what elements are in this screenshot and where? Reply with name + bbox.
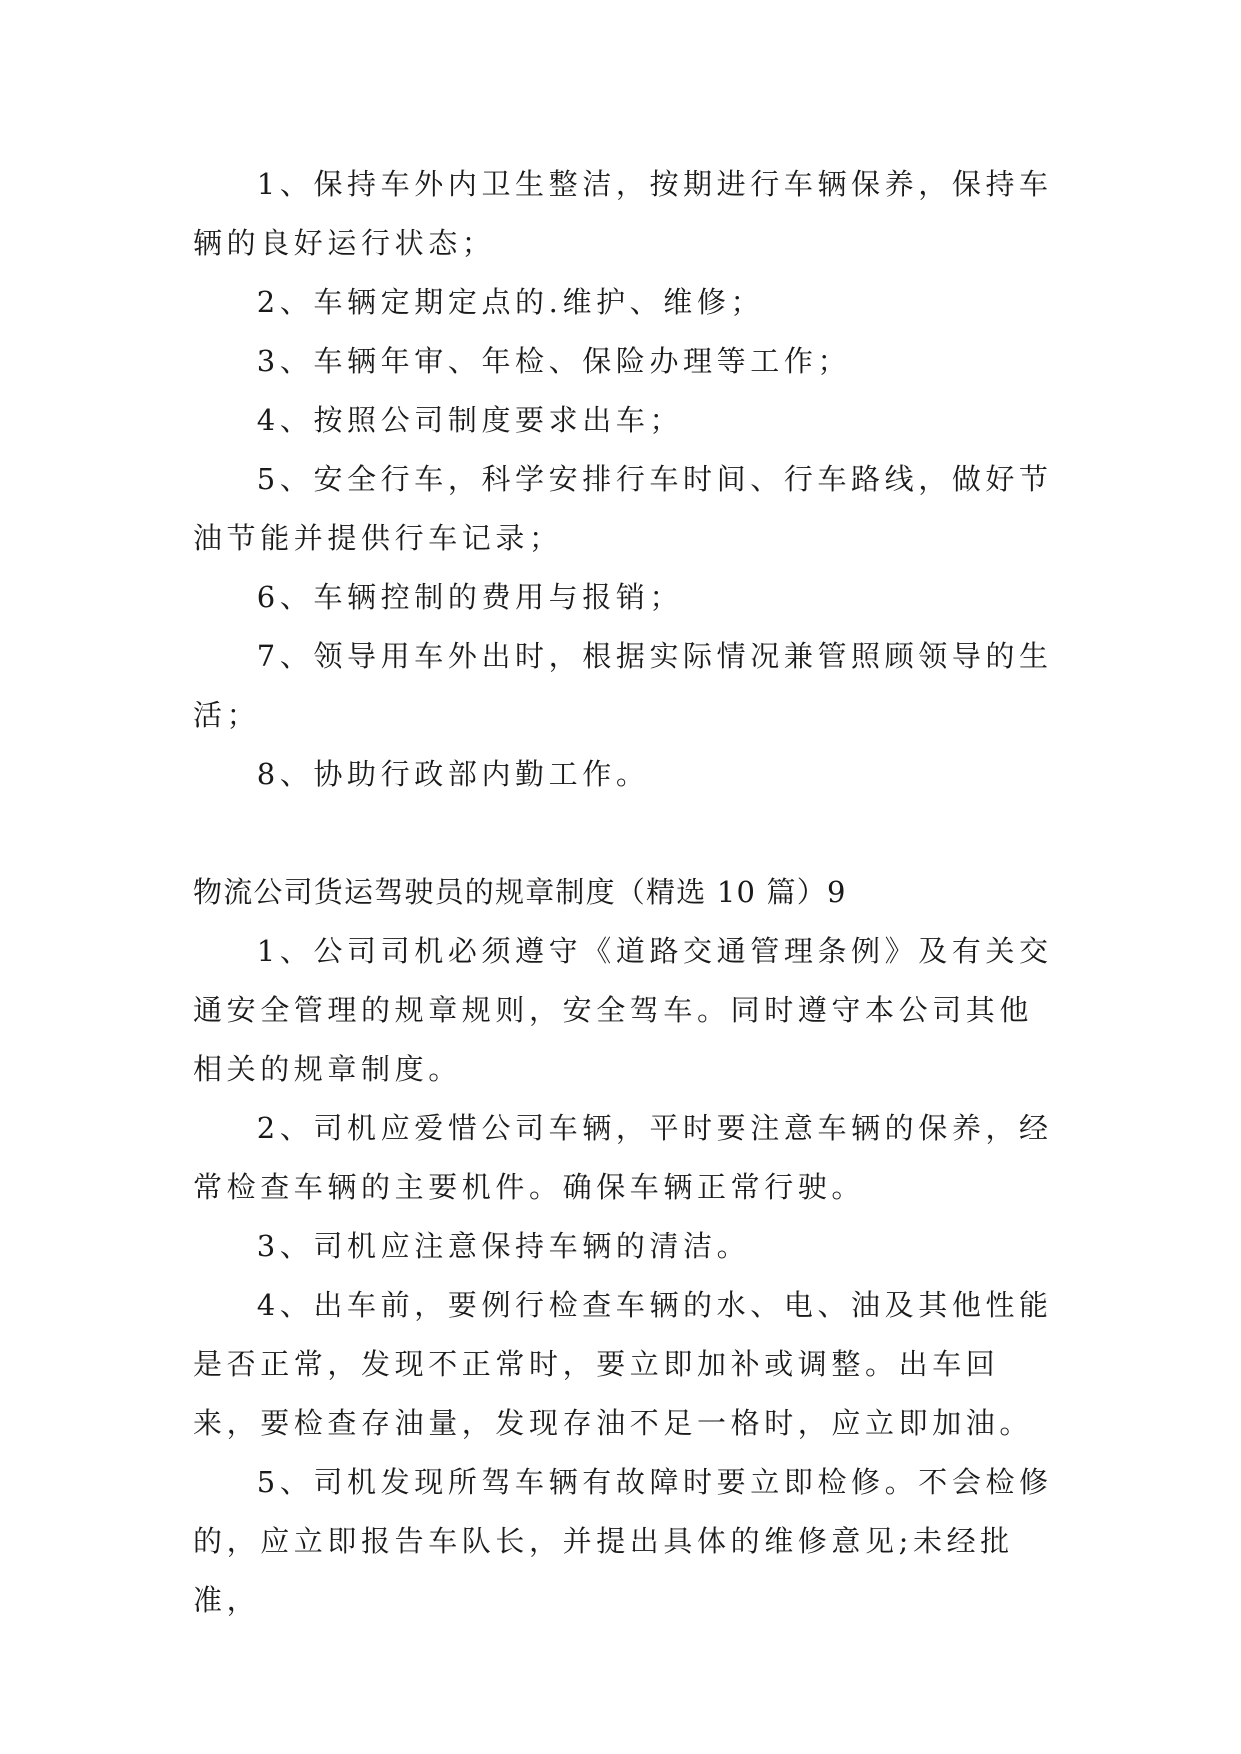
paragraph: 5、司机发现所驾车辆有故障时要立即检修。不会检修的，应立即报告车队长，并提出具体的维修意见;未经批准， [193,1465,1053,1617]
paragraph: 4、出车前，要例行检查车辆的水、电、油及其他性能是否正常，发现不正常时，要立即加补或调整。出车回来，要检查存油量，发现存油不足一格时，应立即加油。 [193,1288,1053,1440]
paragraph: 1、保持车外内卫生整洁，按期进行车辆保养，保持车辆的良好运行状态； [193,167,1053,260]
paragraph: 6、车辆控制的费用与报销； [256,580,684,614]
paragraph: 3、司机应注意保持车辆的清洁。 [256,1229,751,1263]
paragraph: 7、领导用车外出时，根据实际情况兼管照顾领导的生活； [193,639,1053,732]
paragraph: 8、协助行政部内勤工作。 [256,757,650,791]
paragraph: 5、安全行车，科学安排行车时间、行车路线，做好节油节能并提供行车记录； [193,462,1053,555]
document-body [193,155,1053,1630]
paragraph: 4、按照公司制度要求出车； [256,403,684,437]
paragraph: 2、司机应爱惜公司车辆，平时要注意车辆的保养，经常检查车辆的主要机件。确保车辆正常行驶。 [193,1111,1053,1204]
paragraph: 1、公司司机必须遵守《道路交通管理条例》及有关交通安全管理的规章规则，安全驾车。同时遵守本公司其他相关的规章制度。 [193,934,1053,1086]
paragraph: 3、车辆年审、年检、保险办理等工作； [256,344,852,378]
section-heading: 物流公司货运驾驶员的规章制度（精选 10 篇）9 [193,875,847,909]
paragraph: 2、车辆定期定点的.维护、维修； [256,285,765,319]
